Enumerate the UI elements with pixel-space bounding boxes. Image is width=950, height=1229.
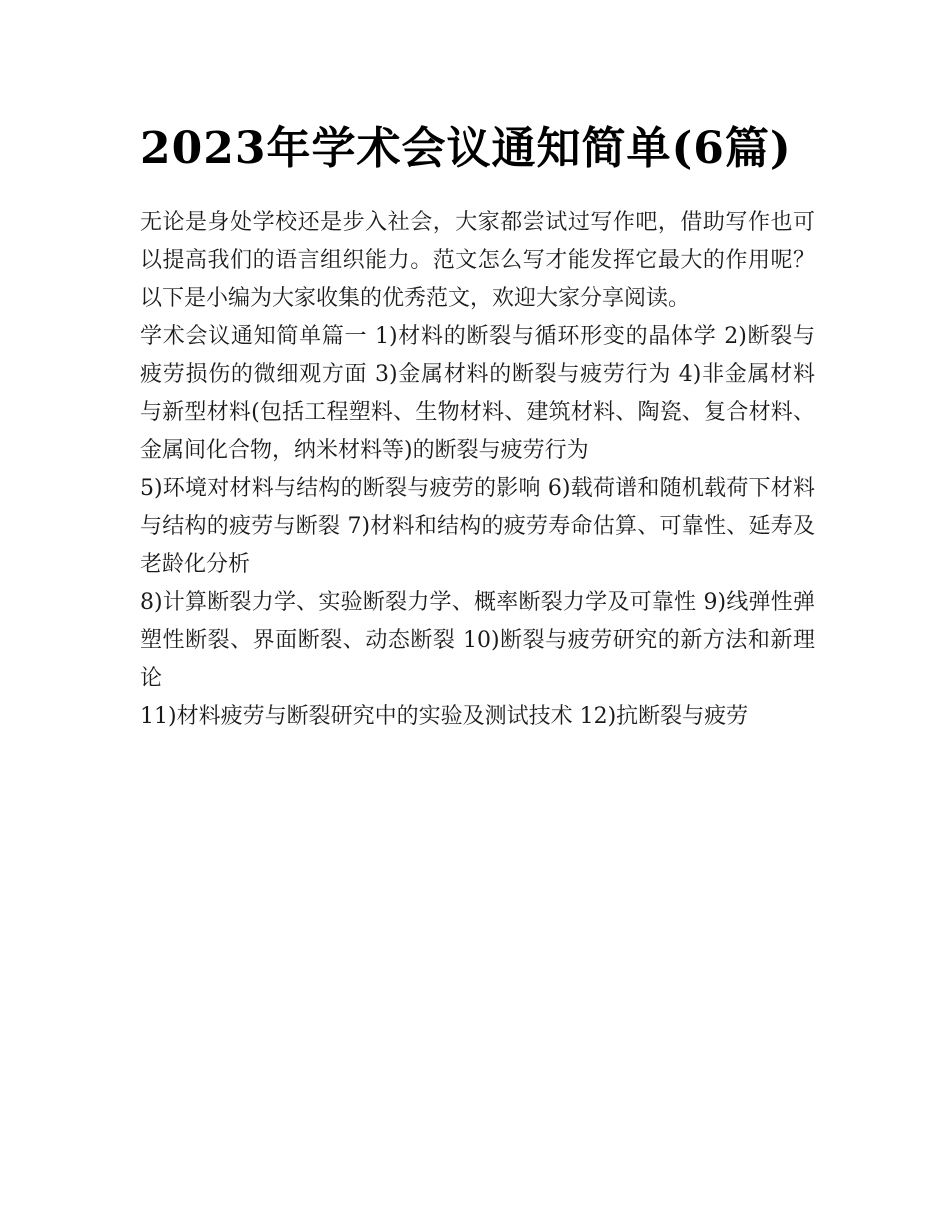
paragraph-topics-2: 5)环境对材料与结构的断裂与疲劳的影响 6)载荷谱和随机载荷下材料与结构的疲劳与断裂 7)材料和结构的疲劳寿命估算、可靠性、延寿及老龄化分析	[140, 476, 815, 577]
paragraph-topics-4: 11)材料疲劳与断裂研究中的实验及测试技术 12)抗断裂与疲劳	[140, 704, 749, 729]
paragraph-intro: 无论是身处学校还是步入社会，大家都尝试过写作吧，借助写作也可以提高我们的语言组织能力。范文怎么写才能发挥它最大的作用呢？以下是小编为大家收集的优秀范文，欢迎大家分享阅读。	[140, 210, 815, 311]
paragraph-topics-1: 学术会议通知简单篇一 1)材料的断裂与循环形变的晶体学 2)断裂与疲劳损伤的微细观方面 3)金属材料的断裂与疲劳行为 4)非金属材料与新型材料(包括工程塑料、生物材料、建筑材料、陶瓷、复合材料、金属间化合物，纳米材料等)的断裂与疲劳行为	[140, 324, 815, 463]
document-body	[140, 204, 815, 736]
paragraph-topics-3: 8)计算断裂力学、实验断裂力学、概率断裂力学及可靠性 9)线弹性弹塑性断裂、界面断裂、动态断裂 10)断裂与疲劳研究的新方法和新理论	[140, 590, 815, 691]
document-title: 2023年学术会议通知简单(6篇)	[140, 123, 792, 174]
document-page	[140, 118, 815, 736]
